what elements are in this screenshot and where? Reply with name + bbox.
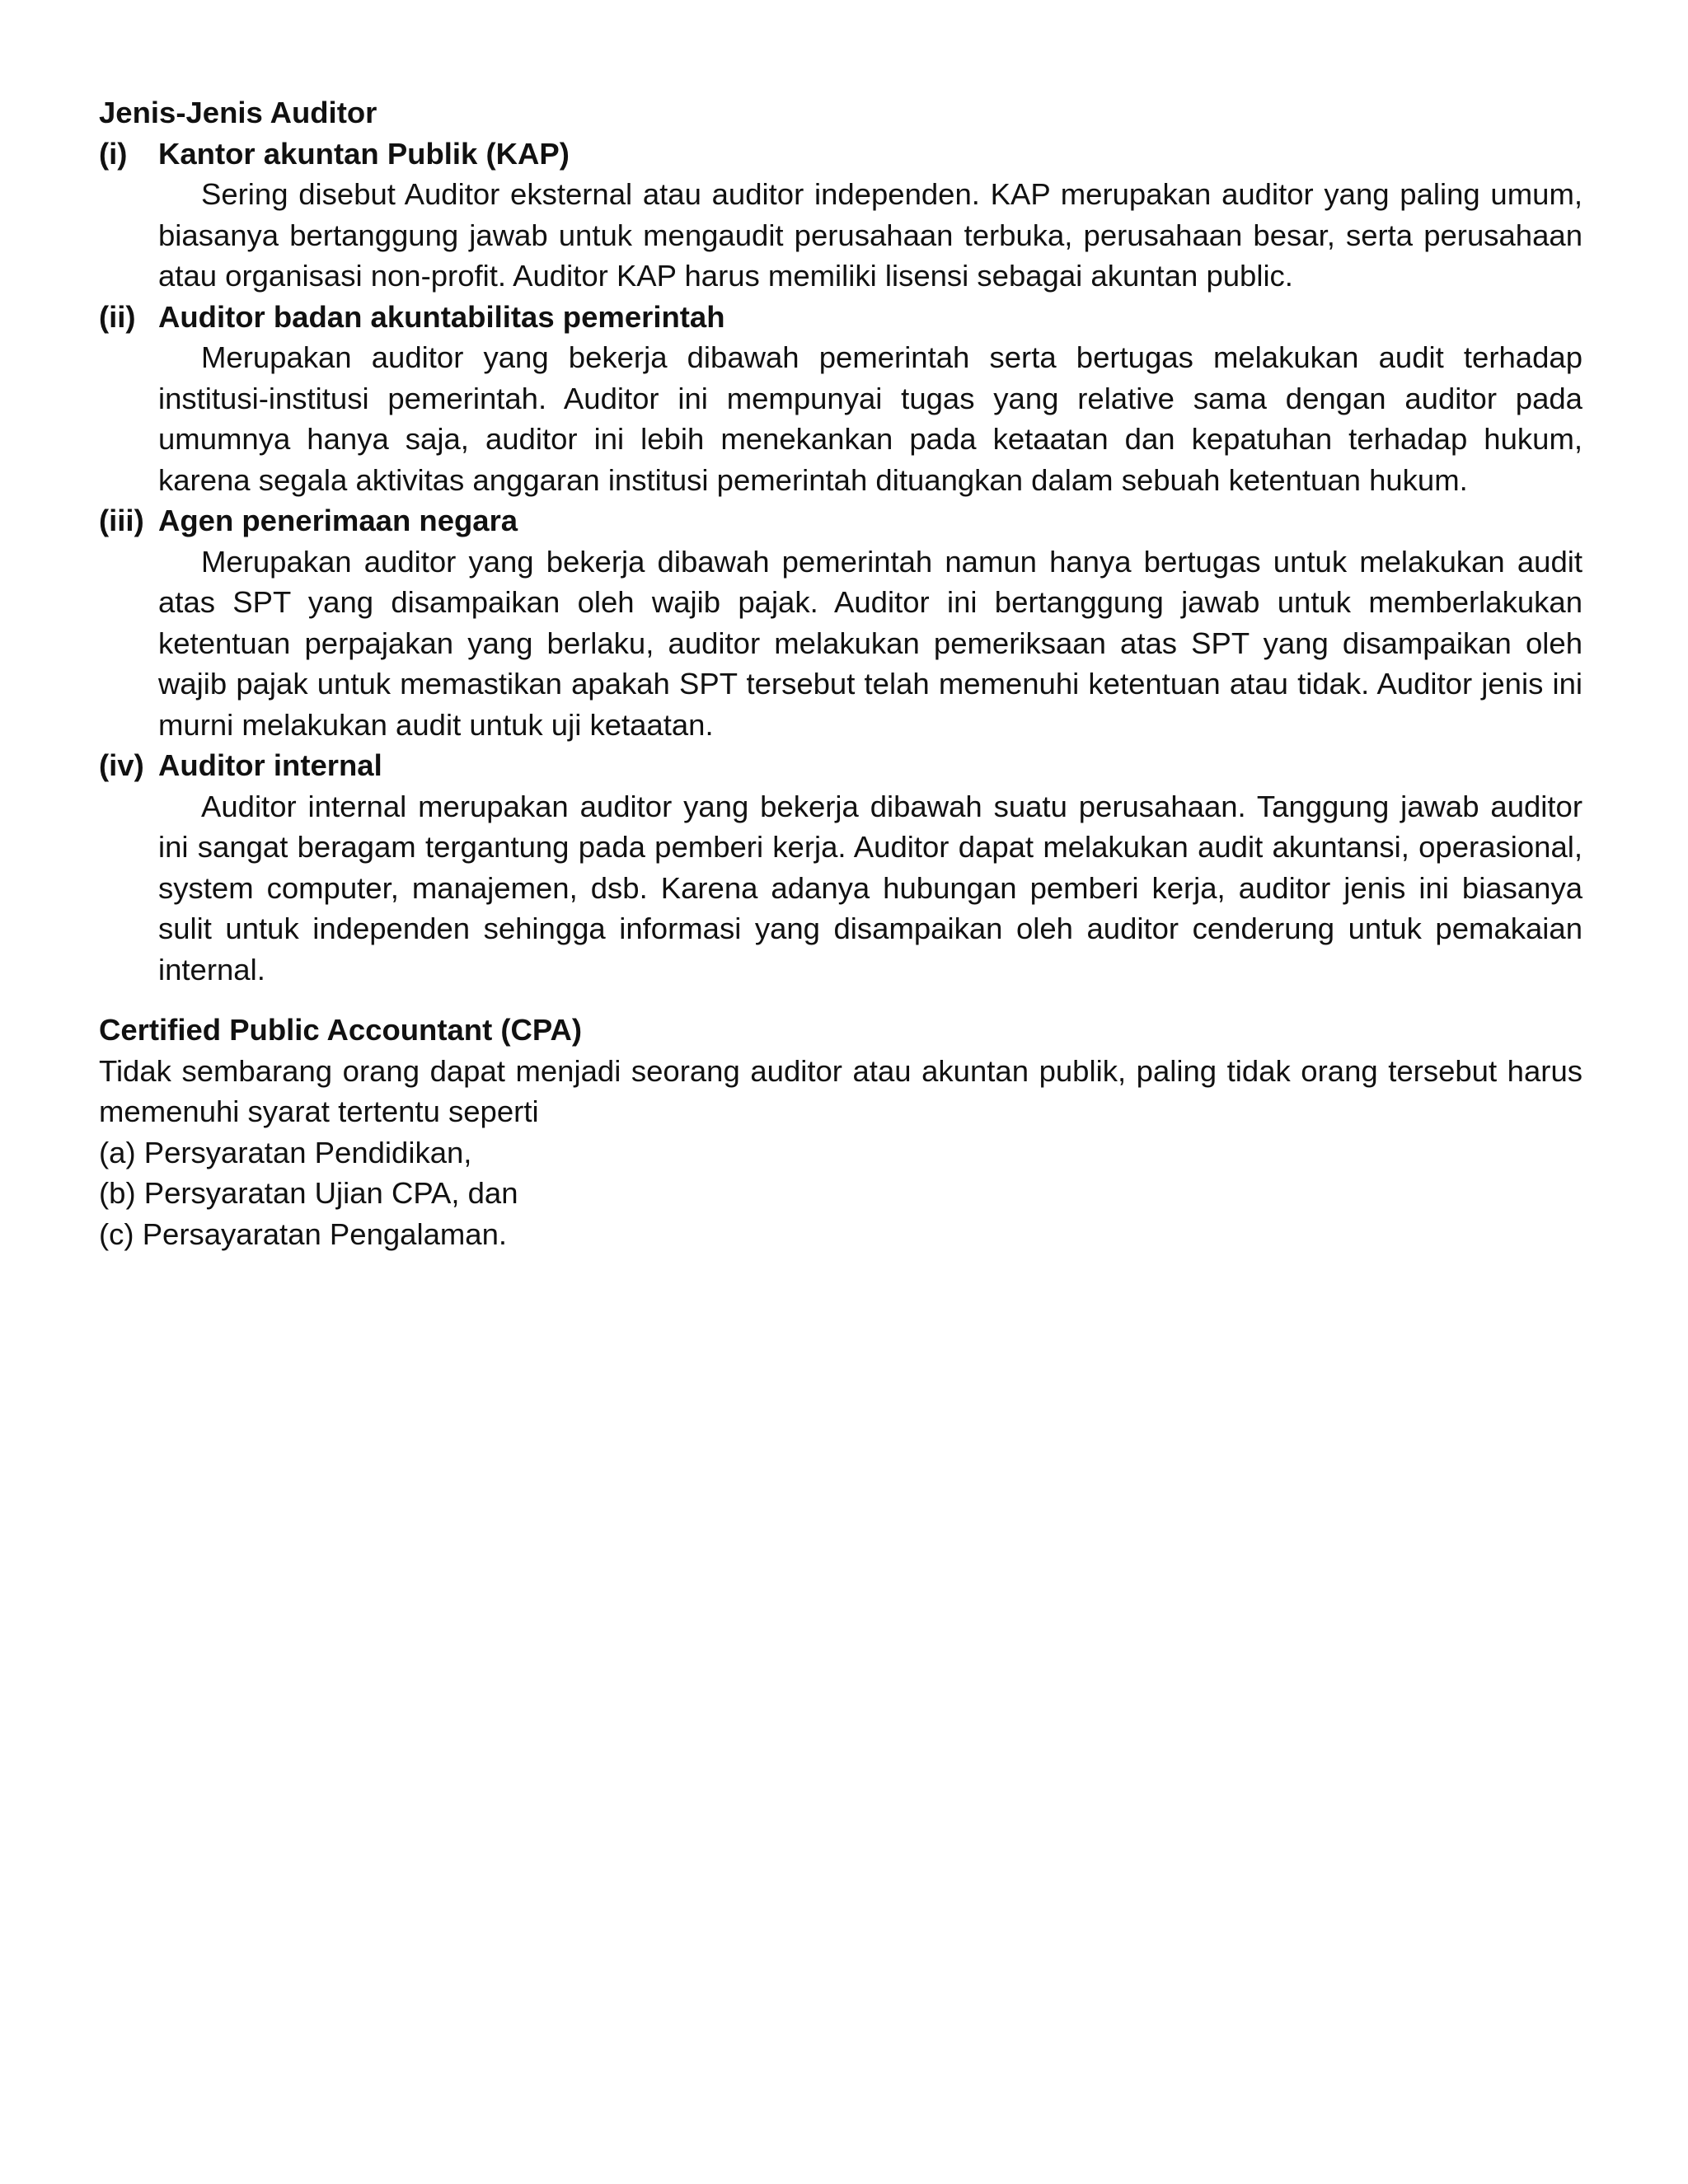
cpa-intro: Tidak sembarang orang dapat menjadi seorang auditor atau akuntan publik, paling tidak orang tersebut harus memenuhi syarat tertentu seperti — [99, 1053, 1582, 1128]
item-title: Agen penerimaan negara — [158, 504, 518, 537]
document-title: Jenis-Jenis Auditor — [99, 96, 377, 129]
requirement-item: (a) Persyaratan Pendidikan, — [99, 1135, 472, 1169]
item-heading — [99, 134, 1582, 175]
cpa-section-title: Certified Public Accountant (CPA) — [99, 1013, 583, 1047]
item-title: Auditor internal — [158, 748, 382, 782]
requirement-item: (b) Persyaratan Ujian CPA, dan — [99, 1176, 518, 1210]
requirement-item: (c) Persayaratan Pengalaman. — [99, 1216, 508, 1251]
item-number: (ii) — [99, 299, 136, 334]
document-page — [99, 92, 1582, 1254]
item-body: Auditor internal merupakan auditor yang bekerja dibawah suatu perusahaan. Tanggung jawab auditor ini sangat beragam tergantung pada pemberi kerja. Auditor dapat melakukan audit akuntansi, operasional, system computer, manajemen, dsb. Karena adanya hubungan pemberi kerja, auditor jenis ini biasanya sulit untuk independen sehingga informasi yang disampaikan oleh auditor cenderung untuk pemakaian internal. — [158, 789, 1582, 987]
item-number: (iv) — [99, 748, 144, 782]
item-body: Sering disebut Auditor eksternal atau auditor independen. KAP merupakan auditor yang paling umum, biasanya bertanggung jawab untuk mengaudit perusahaan terbuka, perusahaan besar, serta perusahaan atau organisasi non-profit. Auditor KAP harus memiliki lisensi sebagai akuntan public. — [158, 177, 1582, 293]
item-title: Kantor akuntan Publik (KAP) — [158, 136, 570, 171]
requirement-list — [99, 1132, 1582, 1255]
item-number: (iii) — [99, 504, 144, 537]
item-heading — [99, 500, 1582, 541]
item-body: Merupakan auditor yang bekerja dibawah pemerintah namun hanya bertugas untuk melakukan audit atas SPT yang disampaikan oleh wajib pajak. Auditor ini bertanggung jawab untuk memberlakukan ketentuan perpajakan yang berlaku, auditor melakukan pemeriksaan atas SPT yang disampaikan oleh wajib pajak untuk memastikan apakah SPT tersebut telah memenuhi ketentuan atau tidak. Auditor jenis ini murni melakukan audit untuk uji ketaatan. — [158, 544, 1582, 742]
auditor-type-item — [99, 134, 1582, 297]
item-title: Auditor badan akuntabilitas pemerintah — [158, 299, 725, 334]
item-body: Merupakan auditor yang bekerja dibawah pemerintah serta bertugas melakukan audit terhadap institusi-institusi pemerintah. Auditor ini mempunyai tugas yang relative sama dengan auditor pada umumnya hanya saja, auditor ini lebih menekankan pada ketaatan dan kepatuhan terhadap hukum, karena segala aktivitas anggaran institusi pemerintah dituangkan dalam sebuah ketentuan hukum. — [158, 340, 1582, 497]
item-heading — [99, 297, 1582, 338]
auditor-type-item — [99, 297, 1582, 501]
item-number: (i) — [99, 136, 128, 171]
auditor-type-item — [99, 745, 1582, 990]
item-heading — [99, 745, 1582, 786]
auditor-type-item — [99, 500, 1582, 745]
